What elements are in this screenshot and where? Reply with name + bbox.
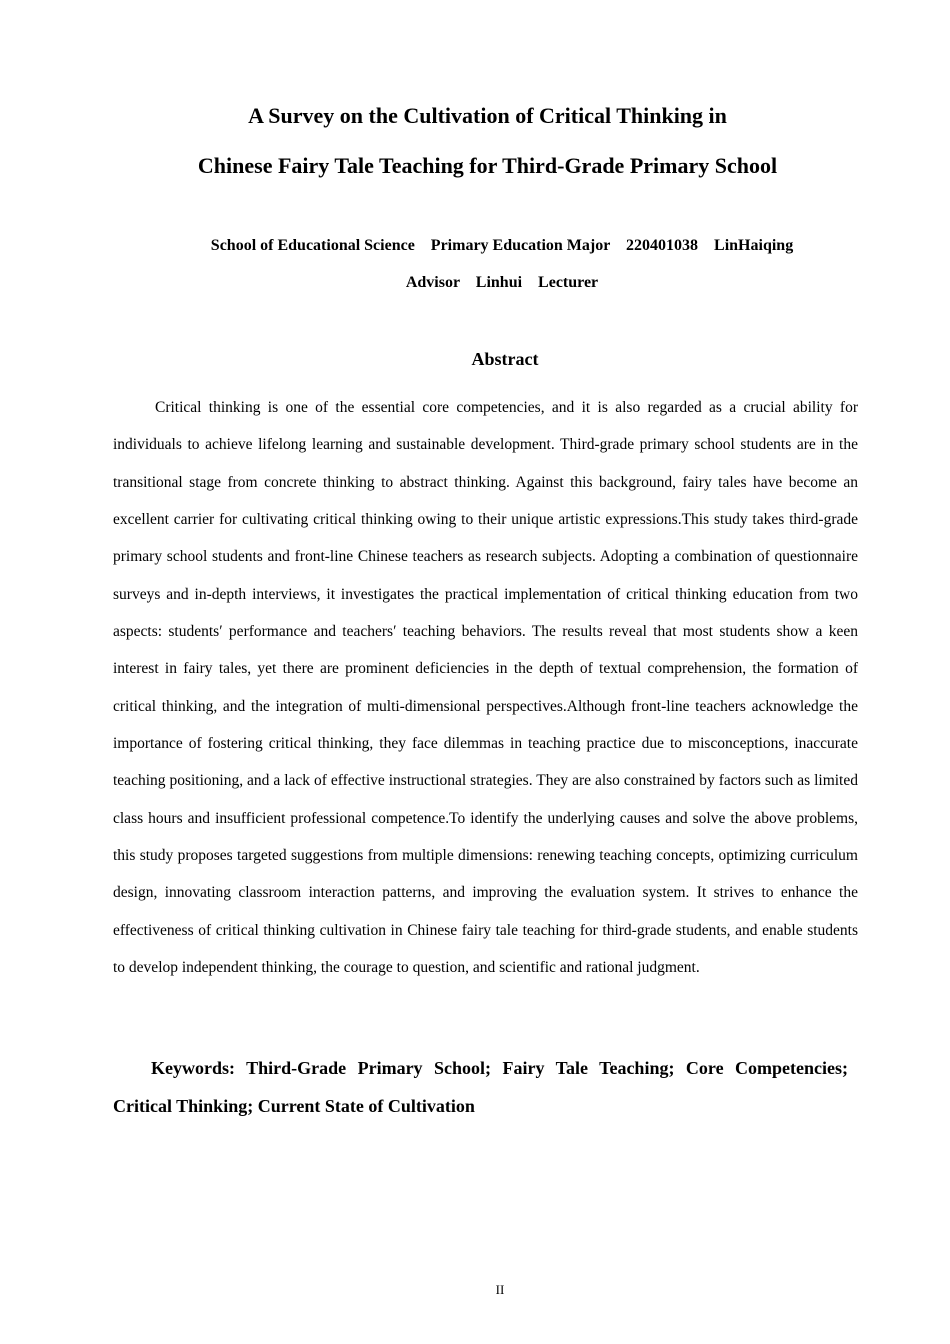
- title-line-2: Chinese Fairy Tale Teaching for Third-Grade Primary School: [197, 153, 778, 178]
- abstract-body: Critical thinking is one of the essential core competencies, and it is also regarded as a crucial ability for individuals to achieve lifelong learning and sustainable development. Third-grade primary school students are in the transitional stage from concrete thinking to abstract thinking. Against this background, fairy tales have become an excellent carrier for cultivating critical thinking owing to their unique artistic expressions.This study takes third-grade primary school students and front-line Chinese teachers as research subjects. Adopting a combination of questionnaire surveys and in-depth interviews, it investigates the practical implementation of critical thinking education from two aspects: students′ performance and teachers′ teaching behaviors. The results reveal that most students show a keen interest in fairy tales, yet there are prominent deficiencies in the depth of textual comprehension, the formation of critical thinking, and the integration of multi-dimensional perspectives.Although front-line teachers acknowledge the importance of fostering critical thinking, they face dilemmas in teaching practice due to misconceptions, inaccurate teaching positioning, and a lack of effective instructional strategies. They are also constrained by factors such as limited class hours and insufficient professional competence.To identify the underlying causes and solve the above problems, this study proposes targeted suggestions from multiple dimensions: renewing teaching concepts, optimizing curriculum design, innovating classroom interaction patterns, and improving the evaluation system. It strives to enhance the effectiveness of critical thinking cultivation in Chinese fairy tale teaching for third-grade students, and enable students to develop independent thinking, the courage to question, and scientific and rational judgment.: [113, 399, 858, 977]
- keywords: Keywords: Third-Grade Primary School; Fairy Tale Teaching; Core Competencies; Critical Thinking; Current State of Cultivation: [113, 1058, 848, 1116]
- page-number: II: [495, 1282, 505, 1297]
- advisor-line: Advisor Linhui Lecturer: [405, 274, 599, 291]
- author-affiliation-line: School of Educational Science Primary Education Major 220401038 LinHaiqing: [210, 237, 794, 254]
- abstract-heading: Abstract: [471, 349, 539, 369]
- title-line-1: A Survey on the Cultivation of Critical Thinking in: [248, 103, 727, 128]
